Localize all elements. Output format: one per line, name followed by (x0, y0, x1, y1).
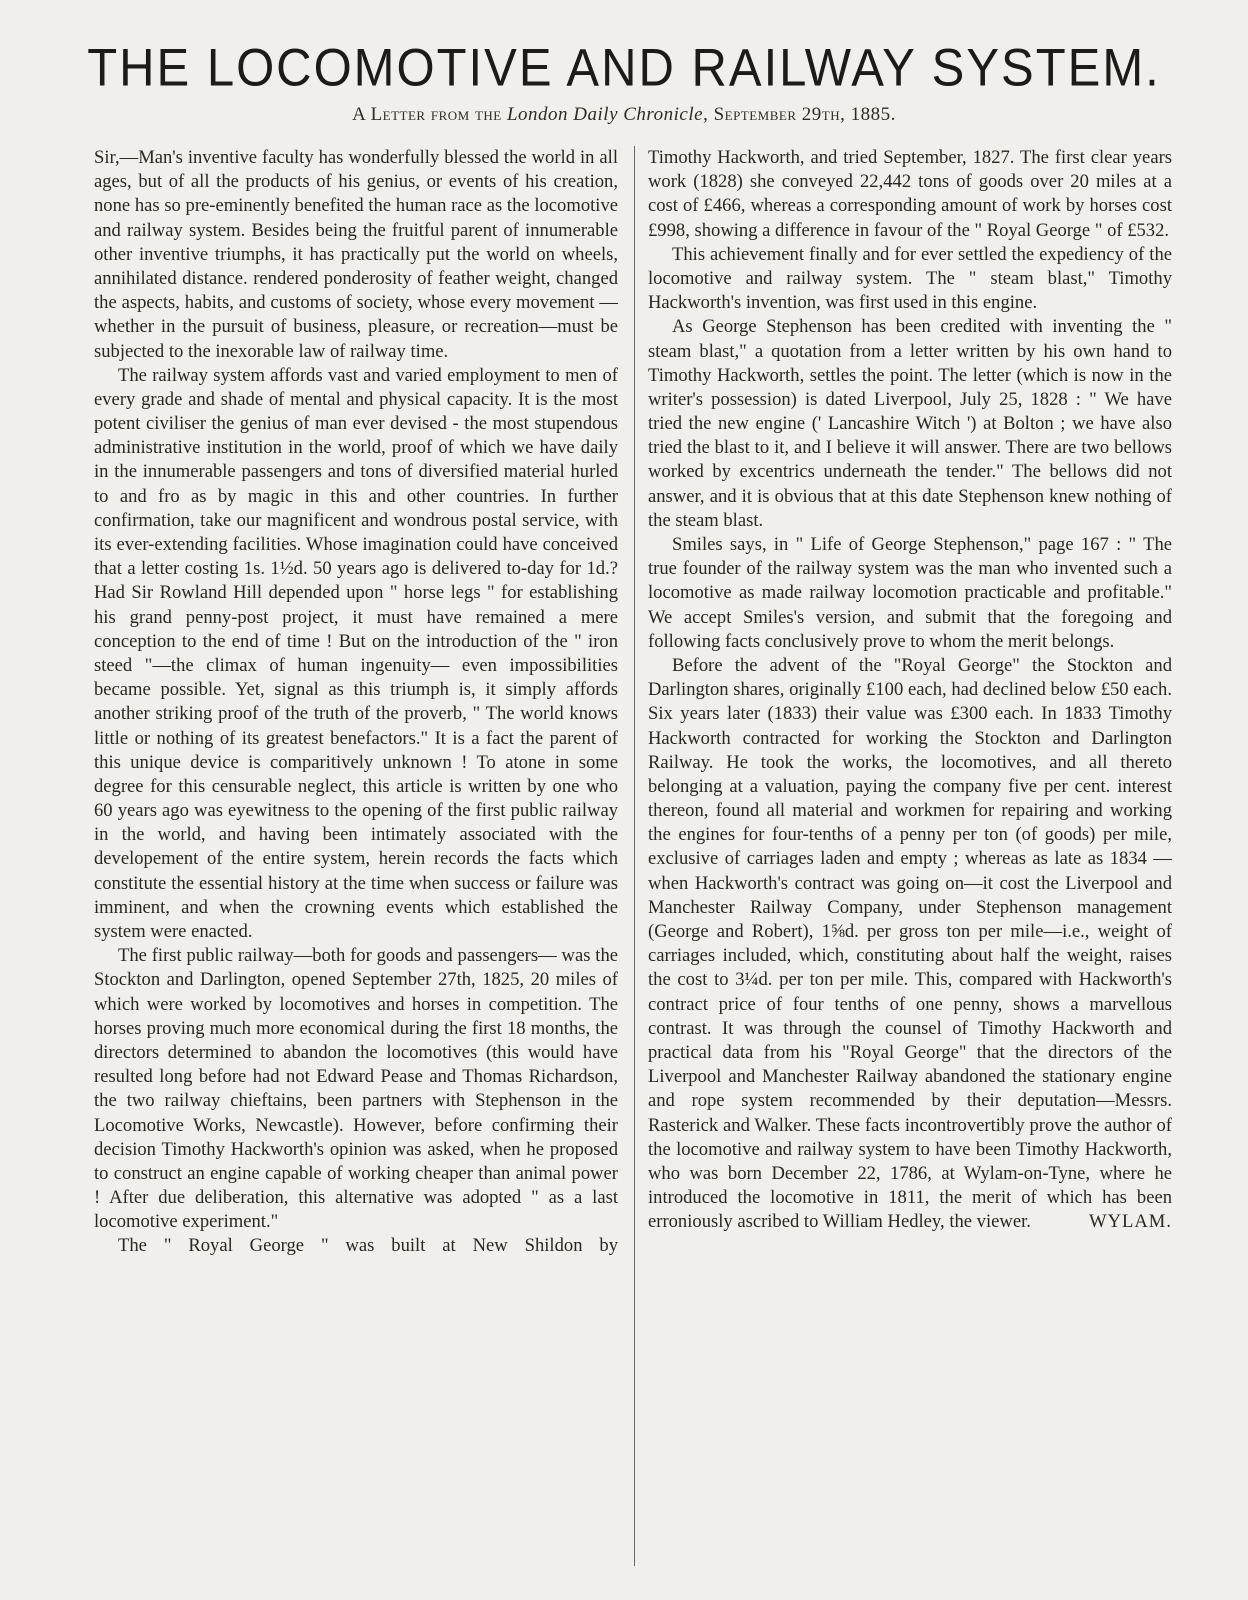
paragraph: The " Royal George " was built at New Shildon by (118, 1235, 618, 1257)
paragraph: The railway system affords vast and varied employment to men of every grade and shade of mental and physical capacity. It is the most potent civiliser the genius of man ever devised - the most stupendous administrative institution in the world, proof of which we have daily in the innumerable passengers and tons of diversified material hurled to and fro as by magic in this and other countries. In further confirmation, take our magnificent and wondrous postal service, with its ever-extending facilities. Whose imagination could have conceived that a letter costing 1s. 1½d. 50 years ago is delivered to-day for 1d.? Had Sir Rowland Hill depended upon " horse legs " for establishing his grand penny-post project, it must have remained a mere conception to the end of time ! But on the introduction of the " iron steed "—the climax of human ingenuity— even impossibilities became possible. Yet, signal as this triumph is, it simply affords another striking proof of the truth of the proverb, " The world knows little or nothing of its greatest benefactors." It is a fact the parent of this unique device is comparitively unknown ! To atone in some degree for this censurable neglect, this article is written by one who 60 years ago was eyewitness to the opening of the first public railway in the world, and having been intimately associated with the developement of the entire system, herein records the facts which constitute the essential history at the time when success or failure was imminent, and when the crowning events which established the system were enacted. (94, 364, 618, 942)
subtitle-publication: London Daily Chronicle (506, 104, 704, 125)
paragraph-text: Before the advent of the "Royal George" the Stockton and Darlington shares, originally £100 each, had declined below £50 each. Six years later (1833) their value was £300 each. In 1833 Timothy Hackworth contracted for working the Stockton and Darlington Railway. He took the works, the locomotives, and all thereto belonging at a valuation, paying the company five per cent. interest thereon, found all material and workmen for repairing and working the engines for four-tenths of a penny per ton (of goods) per mile, exclusive of carriages laden and empty ; whereas as late as 1834 —when Hackworth's contract was going on—it cost the Liverpool and Manchester Railway Company, under Stephenson management (George and Robert), 1⅝d. per gross ton per mile—i.e., weight of carriages included, which, constituting about half the weight, raises the cost to 3¼d. per ton per mile. This, compared with Hackworth's contract price of four tenths of one penny, shows a marvellous contrast. It was through the counsel of Timothy Hackworth and practical data from his "Royal George" that the directors of the Liverpool and Manchester Railway abandoned the stationary engine and rope system recommended by their deputation—Messrs. Rasterick and Walker. These facts incontrovertibly prove the author of the locomotive and railway system to have been Timothy Hackworth, who was born December 22, 1786, at Wylam-on-Tyne, where he introduced the locomotive in 1811, the merit of which has been erroniously ascribed to William Hedley, the viewer. (648, 654, 1172, 1233)
paragraph: Timothy Hackworth, and tried September, 1827. The first clear years work (1828) she conveyed 22,442 tons of goods over 20 miles at a cost of £466, whereas a corresponding amount of work by horses cost £998, showing a difference in favour of the " Royal George " of £532. (648, 147, 1172, 241)
column-divider (634, 146, 635, 1566)
paragraph: Sir,—Man's inventive faculty has wonderfully blessed the world in all ages, but of all the products of his genius, or events of his creation, none has so pre-eminently benefited the human race as the locomotive and railway system. Besides being the fruitful parent of innumerable other inventive triumphs, it has practically put the world on wheels, annihilated distance. rendered ponderosity of feather weight, changed the aspects, habits, and customs of society, whose every movement —whether in the pursuit of business, pleasure, or recreation—must be subjected to the inexorable law of railway time. (94, 147, 618, 362)
paragraph: Smiles says, in " Life of George Stephenson," page 167 : " The true founder of the railway system was the man who invented such a locomotive as made railway locomotion practicable and profitable." We accept Smiles's version, and submit that the foregoing and following facts conclusively prove to whom the merit belongs. (648, 534, 1172, 652)
article-subtitle (0, 104, 1248, 126)
paragraph-final (648, 654, 1172, 1235)
subtitle-prefix: A Letter from the (352, 104, 507, 125)
right-column (648, 146, 1172, 1234)
paragraph: This achievement finally and for ever settled the expediency of the locomotive and railway system. The " steam blast," Timothy Hackworth's invention, was first used in this engine. (648, 243, 1172, 314)
left-column (94, 146, 618, 1259)
article-title: THE LOCOMOTIVE AND RAILWAY SYSTEM. (87, 38, 1161, 98)
signature: WYLAM. (1089, 1211, 1172, 1233)
paragraph: The first public railway—both for goods and passengers— was the Stockton and Darlington, opened September 27th, 1825, 20 miles of which were worked by locomotives and horses in competition. The horses proving much more economical during the first 18 months, the directors determined to abandon the locomotives (this would have resulted long before had not Edward Pease and Thomas Richardson, the two railway chieftains, been partners with Stephenson in the Locomotive Works, Newcastle). However, before confirming their decision Timothy Hackworth's opinion was asked, when he proposed to construct an engine capable of working cheaper than animal power ! After due deliberation, this alternative was adopted " as a last locomotive experiment." (94, 945, 618, 1233)
subtitle-suffix: , September 29th, 1885. (703, 104, 896, 125)
paragraph: As George Stephenson has been credited with inventing the " steam blast," a quotation from a letter written by his own hand to Timothy Hackworth, settles the point. The letter (which is now in the writer's possession) is dated Liverpool, July 25, 1828 : " We have tried the new engine (' Lancashire Witch ') at Bolton ; we have also tried the blast to it, and I believe it will answer. There are two bellows worked by excentrics underneath the tender." The bellows did not answer, and it is obvious that at this date Stephenson knew nothing of the steam blast. (648, 316, 1172, 531)
